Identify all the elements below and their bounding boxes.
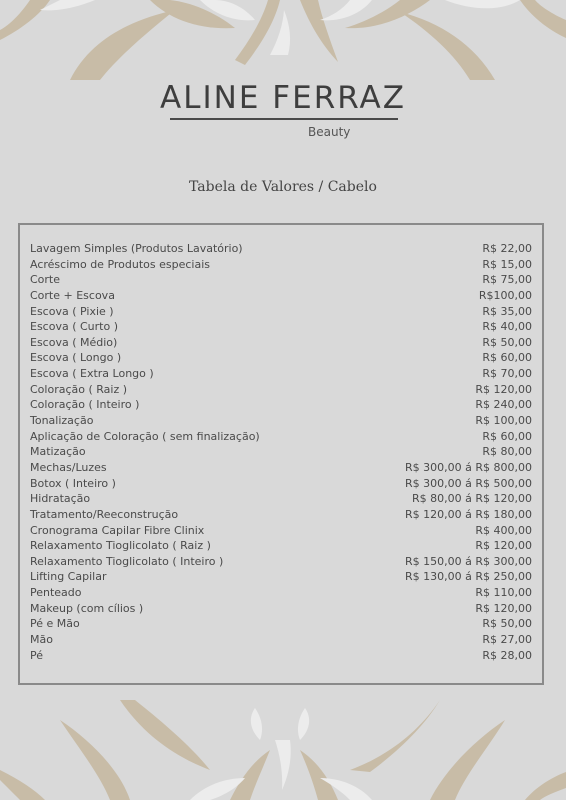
service-name: Tratamento/Reeconstrução (30, 507, 179, 521)
price-row (30, 335, 532, 351)
service-name: Lavagem Simples (Produtos Lavatório) (30, 242, 243, 255)
service-name: Aplicação de Coloração ( sem finalização) (30, 429, 260, 443)
price-row (30, 304, 532, 320)
price-row (30, 554, 532, 570)
service-price: R$ 150,00 á R$ 300,00 (405, 554, 532, 568)
service-name: Makeup (com cílios ) (30, 601, 144, 615)
price-row (30, 288, 532, 304)
service-price: R$ 70,00 (482, 367, 532, 381)
price-row (30, 444, 532, 460)
service-name: Coloração ( Inteiro ) (30, 398, 140, 412)
service-name: Mão (30, 633, 53, 647)
price-row (30, 319, 532, 335)
page-title: Tabela de Valores / Cabelo (189, 179, 377, 195)
service-name: Cronograma Capilar Fibre Clinix (30, 523, 205, 537)
service-name: Corte (30, 273, 61, 287)
service-price: R$ 110,00 (475, 586, 532, 600)
price-row (30, 413, 532, 429)
brand-subtitle: Beauty (308, 125, 351, 139)
floral-ornament-top (0, 0, 566, 80)
service-name: Acréscimo de Produtos especiais (30, 257, 211, 271)
service-name: Botox ( Inteiro ) (30, 476, 116, 490)
service-name: Escova ( Extra Longo ) (30, 367, 154, 381)
service-price: R$ 60,00 (482, 351, 532, 365)
service-price: R$ 80,00 (482, 445, 532, 459)
price-row (30, 601, 532, 617)
service-name: Relaxamento Tioglicolato ( Raiz ) (30, 539, 211, 553)
price-table (18, 223, 544, 685)
service-price: R$ 50,00 (482, 617, 532, 631)
service-price: R$ 50,00 (482, 335, 532, 349)
service-price: R$ 35,00 (482, 304, 532, 318)
service-name: Lifting Capilar (30, 570, 107, 584)
service-price: R$ 22,00 (482, 242, 532, 255)
price-row (30, 397, 532, 413)
service-name: Relaxamento Tioglicolato ( Inteiro ) (30, 554, 224, 568)
service-price: R$ 120,00 (475, 539, 532, 553)
price-row (30, 616, 532, 632)
service-name: Pé e Mão (30, 617, 80, 631)
service-price: R$ 300,00 á R$ 500,00 (405, 476, 532, 490)
service-price: R$ 400,00 (475, 523, 532, 537)
service-name: Pé (30, 648, 44, 662)
price-row (30, 538, 532, 554)
price-row (30, 523, 532, 539)
price-row (30, 382, 532, 398)
service-price: R$ 100,00 (475, 414, 532, 428)
service-price: R$ 15,00 (482, 257, 532, 271)
price-row (30, 585, 532, 601)
price-row (30, 366, 532, 382)
service-name: Penteado (30, 586, 82, 600)
price-row (30, 429, 532, 445)
service-price: R$ 300,00 á R$ 800,00 (405, 460, 532, 474)
service-price: R$ 120,00 á R$ 180,00 (405, 507, 532, 521)
service-price: R$ 75,00 (482, 273, 532, 287)
service-price: R$ 120,00 (475, 601, 532, 615)
service-name: Mechas/Luzes (30, 460, 107, 474)
price-row (30, 241, 532, 257)
price-row (30, 648, 532, 664)
service-name: Coloração ( Raiz ) (30, 382, 128, 396)
service-name: Hidratação (30, 492, 91, 506)
price-list (30, 241, 532, 663)
service-price: R$ 130,00 á R$ 250,00 (405, 570, 532, 584)
brand-name: ALINE FERRAZ (160, 80, 406, 116)
service-price: R$ 27,00 (482, 633, 532, 647)
price-row (30, 476, 532, 492)
service-price: R$100,00 (478, 288, 532, 302)
service-price: R$ 80,00 á R$ 120,00 (412, 492, 532, 506)
service-price: R$ 120,00 (475, 382, 532, 396)
service-name: Matização (30, 445, 86, 459)
price-row (30, 569, 532, 585)
service-name: Escova ( Longo ) (30, 351, 122, 365)
price-row (30, 350, 532, 366)
service-price: R$ 28,00 (482, 648, 532, 662)
service-price: R$ 240,00 (475, 398, 532, 412)
price-row (30, 632, 532, 648)
price-row (30, 257, 532, 273)
price-row (30, 272, 532, 288)
service-name: Tonalização (30, 414, 94, 428)
service-name: Corte + Escova (30, 288, 115, 302)
brand-underline (170, 118, 398, 120)
brand-block (0, 78, 566, 118)
service-name: Escova ( Curto ) (30, 320, 118, 334)
service-name: Escova ( Médio) (30, 335, 118, 349)
service-name: Escova ( Pixie ) (30, 304, 114, 318)
price-row (30, 507, 532, 523)
floral-ornament-bottom (0, 700, 566, 800)
price-row (30, 460, 532, 476)
price-row (30, 491, 532, 507)
service-price: R$ 60,00 (482, 429, 532, 443)
service-price: R$ 40,00 (482, 320, 532, 334)
